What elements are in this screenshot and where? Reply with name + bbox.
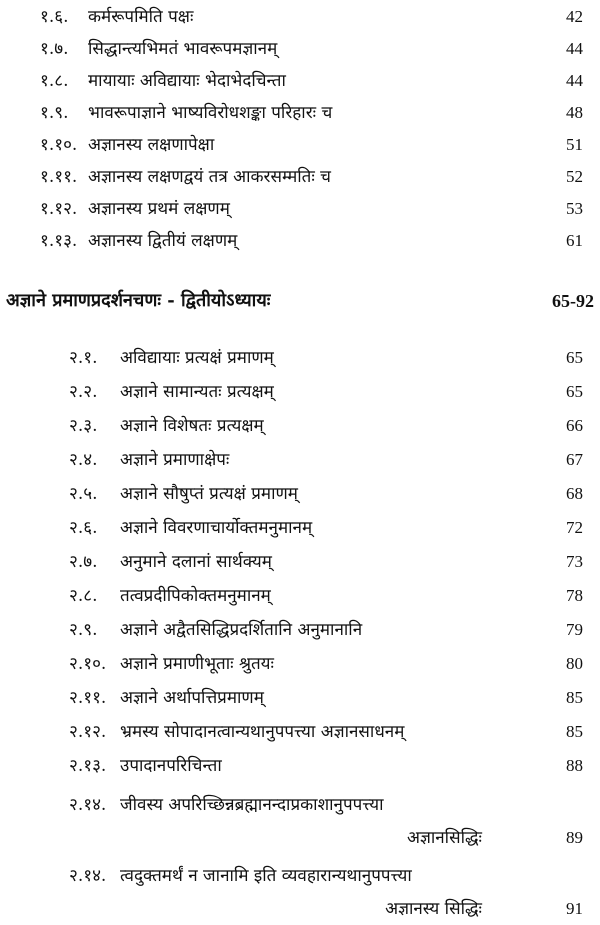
toc-entry [0,410,600,442]
entry-page: 73 [566,552,583,571]
entry-number: २.७. [69,552,98,572]
entry-title: भ्रमस्य सोपादानत्वान्यथानुपपत्त्या अज्ञानसाधनम् [120,722,405,742]
entry-title: जीवस्य अपरिच्छिन्नब्रह्मानन्दाप्रकाशानुपपत्त्या [120,795,384,815]
chapter-page-range: 65-92 [552,291,594,311]
toc-entry [0,65,600,97]
toc-entry [0,716,600,748]
entry-title: अज्ञाने सामान्यतः प्रत्यक्षम् [120,382,274,402]
entry-page: 52 [566,167,583,186]
entry-title-continued: अज्ञानसिद्धिः [406,828,482,848]
toc-entry [0,648,600,680]
entry-page: 91 [566,899,583,918]
entry-number: २.१२. [69,722,107,742]
toc-entry [0,376,600,408]
entry-title: मायायाः अविद्यायाः भेदाभेदचिन्ता [88,71,286,91]
entry-title: अज्ञाने विवरणाचार्योक्तमनुमानम् [120,518,313,538]
entry-title-continued: अज्ञानस्य सिद्धिः [385,899,482,919]
entry-page: 42 [566,7,583,26]
entry-page: 44 [566,71,583,90]
entry-title: अज्ञाने अद्वैतसिद्धिप्रदर्शितानि अनुमानानि [120,620,363,640]
entry-number: १.९. [40,103,69,123]
entry-page: 88 [566,756,583,775]
entry-page: 67 [566,450,583,469]
entry-title: अनुमाने दलानां सार्थक्यम् [120,552,272,572]
entry-title: अज्ञानस्य द्वितीयं लक्षणम् [88,231,238,251]
entry-page: 66 [566,416,583,435]
entry-number: १.८. [40,71,69,91]
entry-page: 85 [566,722,583,741]
entry-title: तत्वप्रदीपिकोक्तमनुमानम् [120,586,271,606]
entry-title: भावरूपाज्ञाने भाष्यविरोधशङ्का परिहारः च [88,103,333,123]
entry-number: २.१३. [69,756,107,776]
toc-entry [0,161,600,193]
entry-number: २.१४. [69,795,107,815]
entry-title: अज्ञानस्य लक्षणद्वयं तत्र आकरसम्मतिः च [88,167,331,187]
entry-title: अज्ञाने प्रमाणीभूताः श्रुतयः [120,654,274,674]
entry-title: अज्ञाने अर्थापत्तिप्रमाणम् [120,688,264,708]
entry-number: २.१. [69,348,98,368]
entry-page: 80 [566,654,583,673]
entry-page: 79 [566,620,583,639]
toc-entry [0,750,600,782]
entry-number: २.९. [69,620,98,640]
toc-entry [0,193,600,225]
entry-page: 44 [566,39,583,58]
entry-page: 53 [566,199,583,218]
entry-number: २.२. [69,382,98,402]
toc-entry [0,512,600,544]
entry-page: 48 [566,103,583,122]
entry-page: 68 [566,484,583,503]
entry-title: अज्ञानस्य प्रथमं लक्षणम् [88,199,230,219]
entry-page: 85 [566,688,583,707]
entry-number: १.१३. [40,231,78,251]
entry-number: १.११. [40,167,78,187]
entry-number: १.१०. [40,135,78,155]
toc-entry [0,444,600,476]
toc-entry [0,546,600,578]
toc-entry [0,580,600,612]
entry-title: उपादानपरिचिन्ता [120,756,222,776]
entry-page: 65 [566,348,583,367]
entry-page: 89 [566,828,583,847]
toc-entry [0,478,600,510]
entry-title: अज्ञाने प्रमाणाक्षेपः [120,450,230,470]
entry-number: २.६. [69,518,98,538]
toc-entry [0,97,600,129]
entry-number: २.३. [69,416,98,436]
toc-entry [0,614,600,646]
entry-number: २.१४. [69,866,107,886]
entry-number: १.६. [40,7,69,27]
entry-page: 65 [566,382,583,401]
toc-entry [0,129,600,161]
toc-entry [0,789,600,821]
toc-entry [0,860,600,892]
entry-page: 61 [566,231,583,250]
entry-number: १.७. [40,39,69,59]
entry-title: त्वदुक्तमर्थं न जानामि इति व्यवहारान्यथानुपपत्त्या [120,866,412,886]
toc-entry [0,33,600,65]
entry-title: अज्ञाने सौषुप्तं प्रत्यक्षं प्रमाणम् [120,484,298,504]
entry-number: २.१०. [69,654,107,674]
toc-entry [0,1,600,33]
entry-title: अज्ञाने विशेषतः प्रत्यक्षम् [120,416,264,436]
entry-page: 72 [566,518,583,537]
entry-page: 78 [566,586,583,605]
entry-number: २.८. [69,586,98,606]
entry-title: कर्मरूपमिति पक्षः [88,7,194,27]
entry-title: अज्ञानस्य लक्षणापेक्षा [88,135,215,155]
chapter-title: अज्ञाने प्रमाणप्रदर्शनचणः - द्वितीयोऽध्यायः [6,290,271,311]
toc-entry-continuation [0,822,600,854]
entry-number: १.१२. [40,199,78,219]
chapter-heading [0,283,600,319]
entry-number: २.४. [69,450,98,470]
toc-entry [0,682,600,714]
entry-number: २.५. [69,484,98,504]
toc-entry-continuation [0,893,600,925]
entry-number: २.११. [69,688,107,708]
entry-title: सिद्धान्त्यभिमतं भावरूपमज्ञानम् [88,39,278,59]
entry-title: अविद्यायाः प्रत्यक्षं प्रमाणम् [120,348,274,368]
entry-page: 51 [566,135,583,154]
toc-entry [0,225,600,257]
toc-entry [0,342,600,374]
